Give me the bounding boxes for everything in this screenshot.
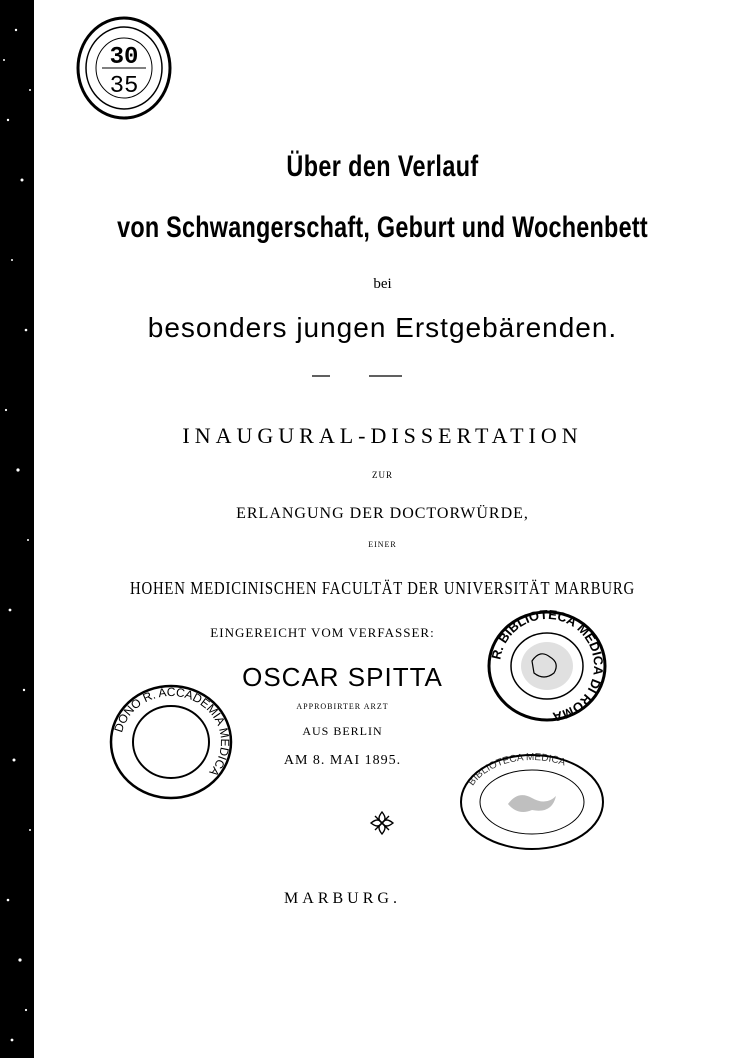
title-line-2: von Schwangerschaft, Geburt und Wochenbett xyxy=(117,211,648,244)
scan-margin xyxy=(0,0,34,1058)
title-line-1: Über den Verlauf xyxy=(286,150,479,183)
oval-stamp-text: BIBLIOTECA MEDICA xyxy=(466,752,567,788)
divider-rule xyxy=(34,368,731,382)
oval-library-stamp xyxy=(458,752,606,852)
donor-stamp xyxy=(106,683,236,801)
roma-stamp-text: R. BIBLIOTECA MEDICA DI ROMA xyxy=(488,606,607,725)
zur-label: ZUR xyxy=(372,470,393,480)
author-title: APPROBIRTER ARZT xyxy=(296,702,389,711)
einer-label: EINER xyxy=(368,540,397,549)
title-page xyxy=(34,0,731,1058)
title-line-3: bei xyxy=(373,276,392,292)
shelfmark-top: 30 xyxy=(109,44,139,71)
submitted-line: EINGEREICHT VOM VERFASSER: xyxy=(210,625,435,640)
shelfmark-bottom: 35 xyxy=(109,73,139,100)
title-line-4: besonders jungen Erstgebärenden. xyxy=(147,312,618,343)
dissertation-heading: INAUGURAL-DISSERTATION xyxy=(182,423,583,448)
donor-stamp-text: DONO R. ACCADEMIA MEDICA xyxy=(111,684,233,780)
imprint-place: MARBURG. xyxy=(284,890,401,907)
author-origin: AUS BERLIN xyxy=(302,724,383,738)
author-name: OSCAR SPITTA xyxy=(242,662,443,692)
shelfmark-stamp xyxy=(74,8,174,123)
scan-noise xyxy=(0,0,34,1058)
submission-date: AM 8. MAI 1895. xyxy=(283,753,402,768)
library-stamp-roma xyxy=(482,606,612,726)
faculty-line: HOHEN MEDICINISCHEN FACULTÄT DER UNIVERSITÄT MARBURG xyxy=(129,578,635,598)
purpose-line: ERLANGUNG DER DOCTORWÜRDE, xyxy=(236,505,529,522)
